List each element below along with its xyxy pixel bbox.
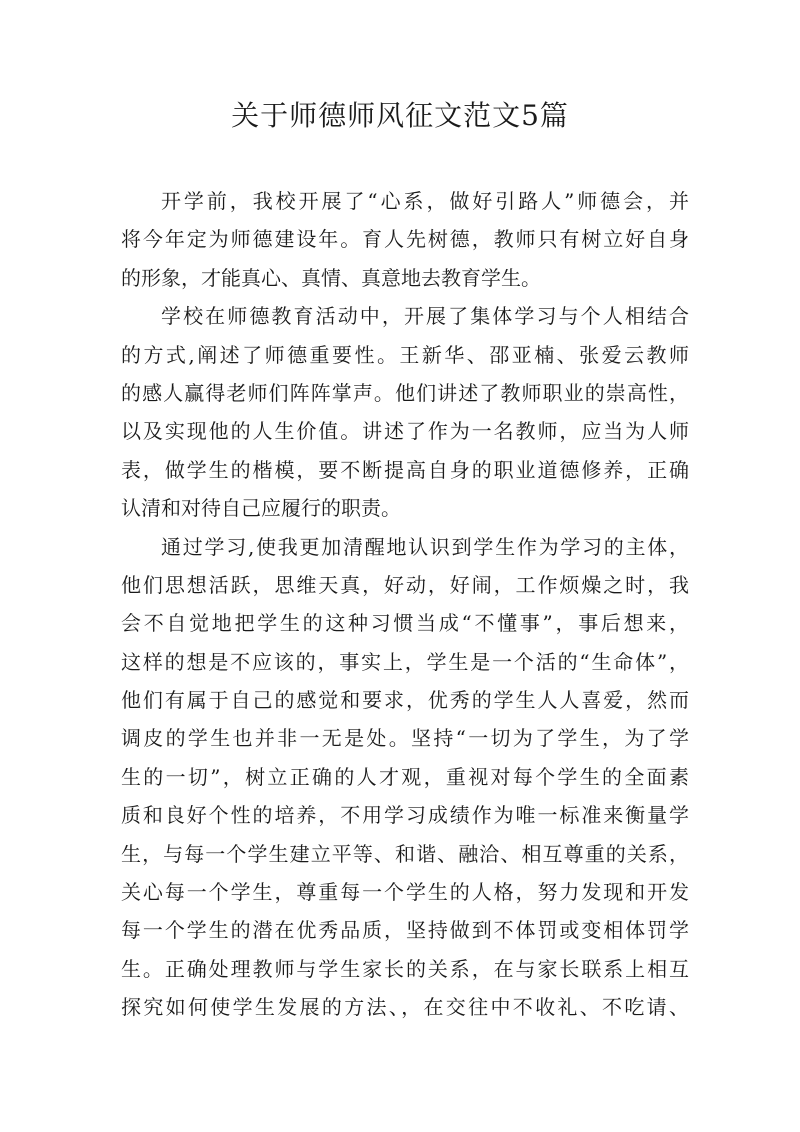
paragraph-line: 质和良好个性的培养，不用学习成绩作为唯一标准来衡量学	[121, 803, 689, 828]
paragraph-line: 通过学习,使我更加清醒地认识到学生作为学习的主体，	[161, 534, 689, 559]
paragraph-line: 每一个学生的潜在优秀品质，坚持做到不体罚或变相体罚学	[121, 918, 689, 943]
paragraph-line: 表，做学生的楷模，要不断提高自身的职业道德修养，正确	[121, 457, 689, 482]
paragraph-3	[121, 528, 689, 1027]
paragraph-line: 认清和对待自己应履行的职责。	[121, 496, 401, 521]
document-body	[121, 182, 689, 1027]
paragraph-line: 学校在师德教育活动中，开展了集体学习与个人相结合	[161, 304, 689, 329]
paragraph-line: 的形象，才能真心、真情、真意地去教育学生。	[121, 265, 541, 290]
paragraph-line: 生的一切”，树立正确的人才观，重视对每个学生的全面素	[121, 764, 689, 789]
paragraph-line: 调皮的学生也并非一无是处。坚持“一切为了学生，为了学	[121, 726, 689, 751]
paragraph-line: 的感人赢得老师们阵阵掌声。他们讲述了教师职业的崇高性，	[121, 380, 689, 405]
paragraph-line: 将今年定为师德建设年。育人先树德，教师只有树立好自身	[121, 227, 689, 252]
paragraph-line: 他们有属于自己的感觉和要求，优秀的学生人人喜爱，然而	[121, 688, 689, 713]
paragraph-2	[121, 297, 689, 527]
paragraph-line: 开学前，我校开展了“心系，做好引路人”师德会，并	[161, 189, 689, 213]
paragraph-line: 探究如何使学生发展的方法、，在交往中不收礼、不吃请、	[121, 995, 689, 1020]
paragraph-line: 会不自觉地把学生的这种习惯当成“不懂事”，事后想来，	[121, 611, 689, 636]
paragraph-line: 关心每一个学生，尊重每一个学生的人格，努力发现和开发	[121, 880, 689, 905]
paragraph-line: 这样的想是不应该的，事实上，学生是一个活的“生命体”，	[121, 649, 689, 674]
paragraph-line: 生，与每一个学生建立平等、和谐、融洽、相互尊重的关系，	[121, 841, 689, 866]
paragraph-line: 以及实现他的人生价值。讲述了作为一名教师，应当为人师	[121, 419, 689, 444]
paragraph-1	[121, 182, 689, 297]
paragraph-line: 生。正确处理教师与学生家长的关系，在与家长联系上相互	[121, 956, 689, 981]
paragraph-line: 他们思想活跃，思维天真，好动，好闹，工作烦燥之时，我	[121, 572, 689, 597]
paragraph-line: 的方式,阐述了师德重要性。王新华、邵亚楠、张爱云教师	[121, 342, 689, 367]
document-title: 关于师德师风征文范文5篇	[231, 99, 569, 132]
